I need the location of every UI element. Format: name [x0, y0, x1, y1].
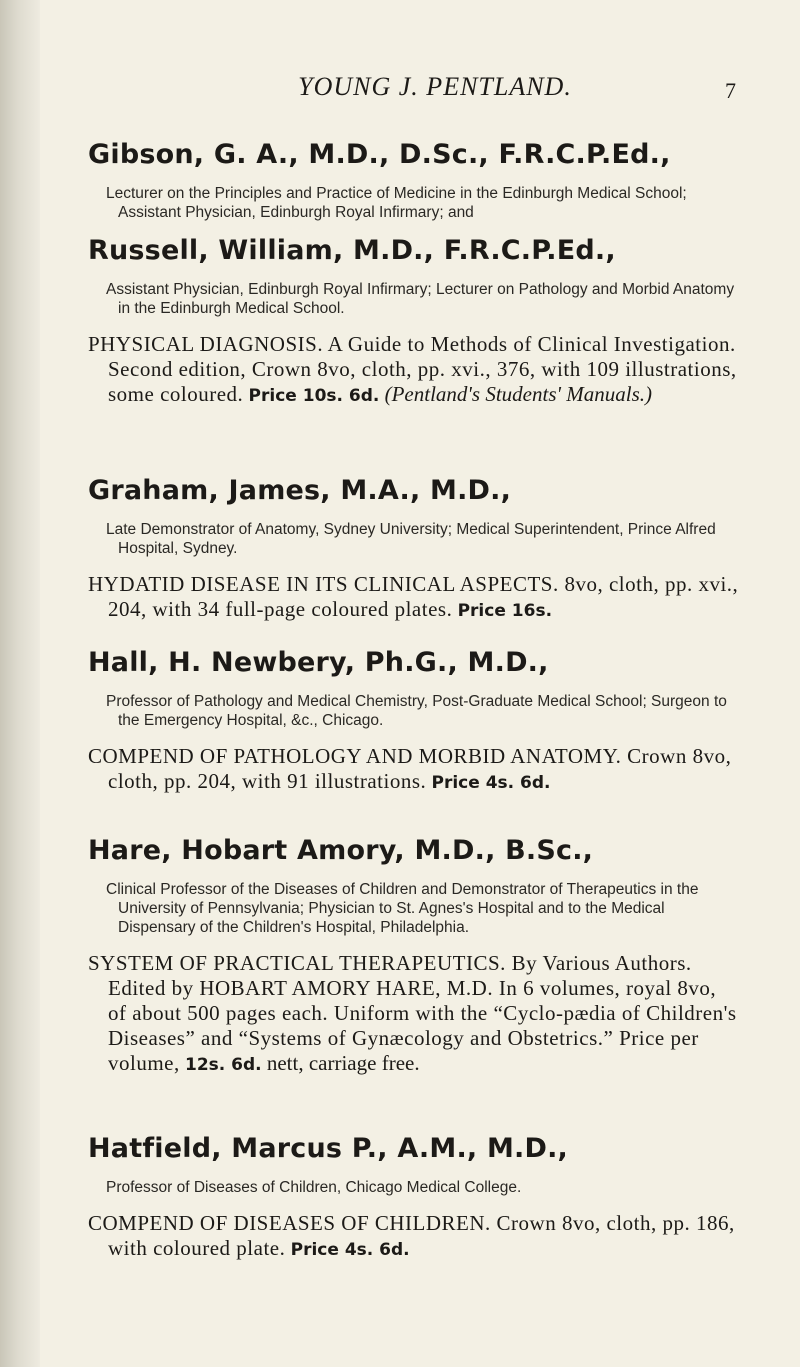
author-description: Clinical Professor of the Diseases of Children and Demonstrator of Therapeutics in the University of Pennsylvania; Physician to St. Agnes's Hospital and to the Medical Dispensary of the Children's Hospital, Philadelphia.	[106, 881, 699, 936]
author-name: Hare, Hobart Amory, M.D., B.Sc.,	[88, 835, 594, 866]
author-name: Graham, James, M.A., M.D.,	[88, 475, 512, 506]
book-price: Price 16s.	[457, 601, 553, 621]
author-description: Professor of Pathology and Medical Chemistry, Post-Graduate Medical School; Surgeon to the Emergency Hospital, &c., Chicago.	[106, 693, 727, 729]
book-text: HYDATID DISEASE IN ITS CLINICAL ASPECTS. 8vo, cloth, pp. xvi., 204, with 34 full-page coloured plates.	[88, 572, 739, 621]
book-price: Price 10s. 6d.	[248, 386, 380, 406]
page-number: 7	[725, 78, 736, 103]
author-description: Lecturer on the Principles and Practice of Medicine in the Edinburgh Medical School; Assistant Physician, Edinburgh Royal Infirmary; and	[106, 185, 687, 221]
author-name: Hall, H. Newbery, Ph.G., M.D.,	[88, 647, 549, 678]
entry-graham	[88, 474, 740, 624]
book-listing	[88, 951, 740, 1078]
entry-hare	[88, 834, 740, 1078]
running-head	[0, 72, 800, 102]
book-price: 12s. 6d.	[185, 1055, 262, 1075]
book-text: SYSTEM OF PRACTICAL THERAPEUTICS. By Various Authors. Edited by HOBART AMORY HARE, M.D. In 6 volumes, royal 8vo, of about 500 pages each. Uniform with the “Cyclo-pædia of Children's Diseases” and “Systems of Gynæcology and Obstetrics.” Price per volume,	[88, 951, 737, 1075]
running-head-text: YOUNG J. PENTLAND.	[298, 72, 572, 101]
book-text: PHYSICAL DIAGNOSIS. A Guide to Methods of Clinical Investigation. Second edition, Crown 8vo, cloth, pp. xvi., 376, with 109 illustrations, some coloured.	[88, 332, 737, 406]
series-note: (Pentland's Students' Manuals.)	[384, 382, 652, 406]
author-description: Professor of Diseases of Children, Chicago Medical College.	[106, 1179, 522, 1196]
book-listing	[88, 744, 740, 796]
coauthor-description: Assistant Physician, Edinburgh Royal Infirmary; Lecturer on Pathology and Morbid Anatomy in the Edinburgh Medical School.	[106, 281, 735, 317]
book-price: Price 4s. 6d.	[290, 1240, 410, 1260]
book-price: Price 4s. 6d.	[431, 773, 551, 793]
book-text: COMPEND OF DISEASES OF CHILDREN. Crown 8vo, cloth, pp. 186, with coloured plate.	[88, 1211, 735, 1260]
author-description: Late Demonstrator of Anatomy, Sydney University; Medical Superintendent, Prince Alfred Hospital, Sydney.	[106, 521, 716, 557]
entry-hall	[88, 646, 740, 796]
author-name: Gibson, G. A., M.D., D.Sc., F.R.C.P.Ed.,	[88, 139, 671, 170]
entry-gibson	[88, 138, 740, 409]
entry-hatfield	[88, 1132, 740, 1263]
book-listing	[88, 572, 740, 624]
book-suffix: nett, carriage free.	[266, 1051, 420, 1075]
author-name: Hatfield, Marcus P., A.M., M.D.,	[88, 1133, 569, 1164]
book-listing	[88, 332, 740, 409]
coauthor-name: Russell, William, M.D., F.R.C.P.Ed.,	[88, 235, 616, 266]
book-listing	[88, 1211, 740, 1263]
book-text: COMPEND OF PATHOLOGY AND MORBID ANATOMY. Crown 8vo, cloth, pp. 204, with 91 illustrations.	[88, 744, 732, 793]
